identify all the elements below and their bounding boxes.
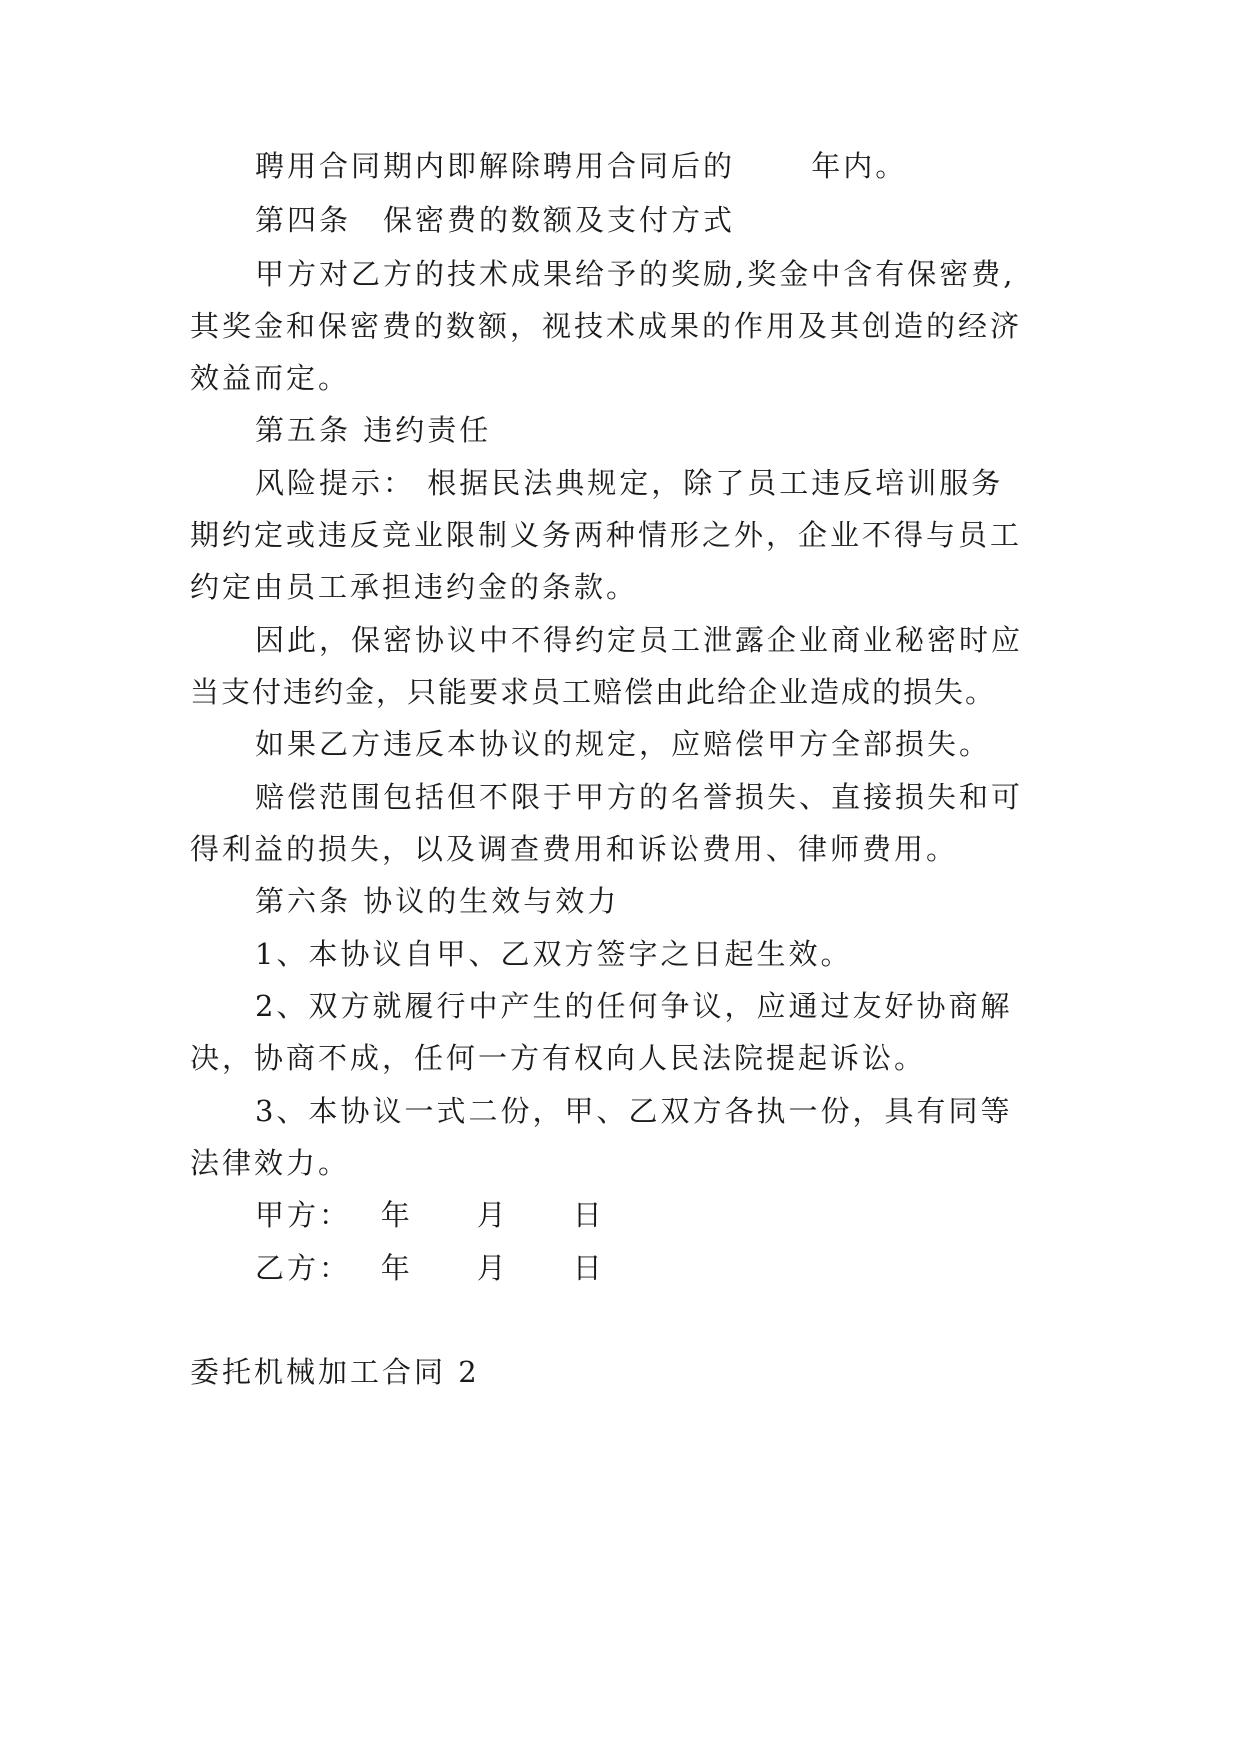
text-line: 2、双方就履行中产生的任何争议，应通过友好协商解 xyxy=(255,989,1013,1023)
text-line: 因此，保密协议中不得约定员工泄露企业商业秘密时应 xyxy=(255,623,1024,657)
text-line: 聘用合同期内即解除聘用合同后的 年内。 xyxy=(255,149,908,183)
text-line: 效益而定。 xyxy=(190,361,351,395)
text-line: 风险提示： 根据民法典规定，除了员工违反培训服务 xyxy=(255,466,1004,500)
text-line: 约定由员工承担违约金的条款。 xyxy=(190,570,639,604)
text-line: 其奖金和保密费的数额，视技术成果的作用及其创造的经济 xyxy=(190,309,1023,343)
text-line: 赔偿范围包括但不限于甲方的名誉损失、直接损失和可 xyxy=(255,780,1024,814)
text-line: 如果乙方违反本协议的规定，应赔偿甲方全部损失。 xyxy=(255,727,992,761)
text-line: 法律效力。 xyxy=(190,1146,351,1180)
article-heading: 第四条 保密费的数额及支付方式 xyxy=(255,203,736,237)
signature-line-party-a: 甲方： 年 月 日 xyxy=(255,1198,605,1232)
text-line: 3、本协议一式二份，甲、乙双方各执一份，具有同等 xyxy=(255,1094,1013,1128)
article-heading: 第五条 违约责任 xyxy=(255,413,492,447)
text-line: 决，协商不成，任何一方有权向人民法院提起诉讼。 xyxy=(190,1041,927,1075)
text-line: 当支付违约金，只能要求员工赔偿由此给企业造成的损失。 xyxy=(190,675,997,709)
section-title: 委托机械加工合同 2 xyxy=(190,1355,480,1389)
text-line: 得利益的损失，以及调查费用和诉讼费用、律师费用。 xyxy=(190,832,959,866)
text-line: 期约定或违反竞业限制义务两种情形之外，企业不得与员工 xyxy=(190,518,1023,552)
signature-line-party-b: 乙方： 年 月 日 xyxy=(255,1251,605,1285)
text-line: 1、本协议自甲、乙双方签字之日起生效。 xyxy=(255,937,853,971)
article-heading: 第六条 协议的生效与效力 xyxy=(255,884,620,918)
text-line: 甲方对乙方的技术成果给予的奖励,奖金中含有保密费, xyxy=(255,257,1016,291)
